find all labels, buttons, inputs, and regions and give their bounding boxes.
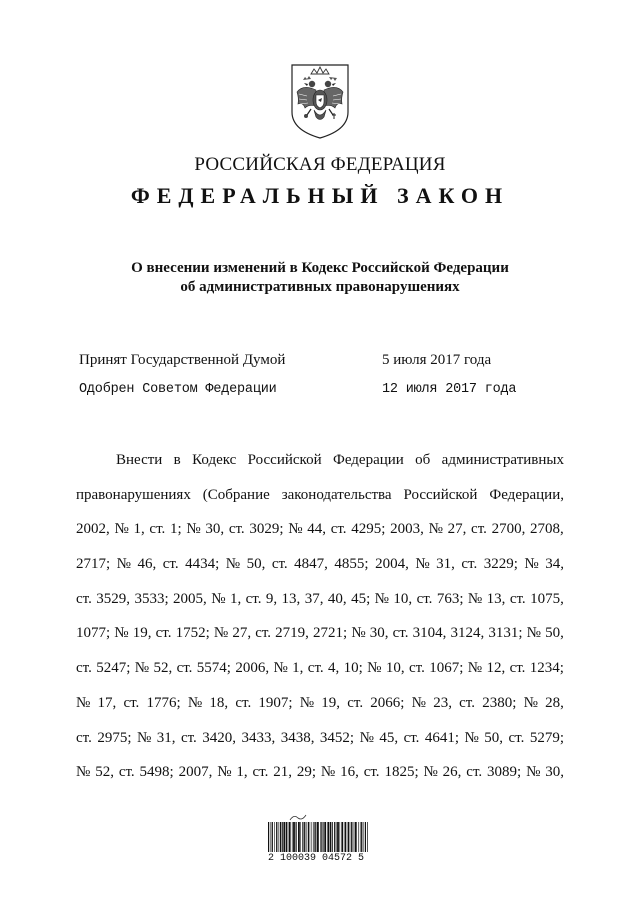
barcode-bar	[320, 822, 321, 852]
barcode-bar	[310, 822, 311, 852]
body-text-line: ст. 5247; № 52, ст. 5574; 2006, № 1, ст. 4, 10; № 10, ст. 1067; № 12, ст. 1234;	[76, 660, 564, 677]
barcode-bar	[348, 822, 350, 852]
barcode-bar	[312, 822, 313, 852]
barcode-bar	[351, 822, 352, 852]
barcode-bar	[306, 822, 307, 852]
barcode-bar	[296, 822, 297, 852]
barcode-bar	[302, 822, 303, 852]
barcode-bar	[288, 822, 289, 852]
body-text-line: 2002, № 1, ст. 1; № 30, ст. 3029; № 44, ст. 4295; 2003, № 27, ст. 2700, 2708,	[76, 521, 564, 538]
barcode-bar	[341, 822, 343, 852]
barcode-bar	[280, 822, 281, 852]
barcode	[268, 812, 378, 870]
barcode-bar	[308, 822, 309, 852]
law-subject	[100, 259, 540, 297]
law-subject-line: об административных правонарушениях	[180, 279, 460, 295]
barcode-bar	[315, 822, 316, 852]
barcode-bar	[327, 822, 329, 852]
barcode-bars	[268, 822, 368, 852]
barcode-bar	[323, 822, 324, 852]
duma-adoption-label: Принят Государственной Думой	[79, 352, 286, 368]
barcode-digits: 2 100039 04572 5	[268, 853, 365, 864]
barcode-bar	[292, 822, 293, 852]
country-title: РОССИЙСКАЯ ФЕДЕРАЦИЯ	[194, 154, 446, 175]
barcode-bar	[337, 822, 339, 852]
barcode-bar	[340, 822, 341, 852]
barcode-bar	[283, 822, 285, 852]
barcode-bar	[289, 822, 291, 852]
council-approval-date: 12 июля 2017 года	[382, 382, 517, 397]
law-subject-line: О внесении изменений в Кодекс Российской Федерации	[131, 260, 509, 276]
barcode-bar	[336, 822, 337, 852]
barcode-bar	[276, 822, 277, 852]
barcode-bar	[363, 822, 364, 852]
barcode-bar	[321, 822, 322, 852]
barcode-bar	[332, 822, 333, 852]
body-text-line: № 17, ст. 1776; № 18, ст. 1907; № 19, ст. 2066; № 23, ст. 2380; № 28,	[76, 694, 564, 711]
barcode-bar	[355, 822, 357, 852]
barcode-bar	[324, 822, 326, 852]
duma-adoption-date: 5 июля 2017 года	[382, 352, 492, 368]
barcode-bar	[293, 822, 295, 852]
barcode-bar	[330, 822, 331, 852]
barcode-bar	[298, 822, 300, 852]
barcode-bar	[282, 822, 283, 852]
law-type-title: ФЕДЕРАЛЬНЫЙ ЗАКОН	[130, 183, 510, 208]
council-approval-row	[79, 382, 559, 402]
barcode-bar	[274, 822, 275, 852]
barcode-bar	[268, 822, 269, 852]
barcode-bar	[353, 822, 354, 852]
barcode-bar	[361, 822, 362, 852]
barcode-bar	[360, 822, 361, 852]
body-text-line: ст. 2975; № 31, ст. 3420, 3433, 3438, 3452; № 45, ст. 4641; № 50, ст. 5279;	[76, 729, 564, 746]
barcode-bar	[345, 822, 347, 852]
body-text-line: № 52, ст. 5498; 2007, № 1, ст. 21, 29; № 16, ст. 1825; № 26, ст. 3089; № 30,	[76, 764, 564, 781]
barcode-bar	[334, 822, 335, 852]
barcode-bar	[313, 822, 314, 852]
barcode-bar	[304, 822, 305, 852]
barcode-bar	[317, 822, 319, 852]
barcode-bar	[367, 822, 368, 852]
barcode-bar	[278, 822, 279, 852]
coat-of-arms-icon	[289, 62, 351, 140]
body-text-line: правонарушениях (Собрание законодательства Российской Федерации,	[76, 486, 564, 503]
body-text-line: 1077; № 19, ст. 1752; № 27, ст. 2719, 2721; № 30, ст. 3104, 3124, 3131; № 50,	[76, 625, 564, 642]
barcode-bar	[272, 822, 273, 852]
body-text-line: 2717; № 46, ст. 4434; № 50, ст. 4847, 4855; 2004, № 31, ст. 3229; № 34,	[76, 556, 564, 573]
barcode-bar	[354, 822, 355, 852]
body-text-line: ст. 3529, 3533; 2005, № 1, ст. 9, 13, 37, 40, 45; № 10, ст. 763; № 13, ст. 1075,	[76, 590, 564, 607]
barcode-bar	[365, 822, 366, 852]
duma-adoption-row	[79, 352, 559, 372]
council-approval-label: Одобрен Советом Федерации	[79, 382, 277, 397]
barcode-bar	[358, 822, 359, 852]
law-body-text	[76, 452, 564, 799]
barcode-bar	[300, 822, 301, 852]
body-text-line: Внести в Кодекс Российской Федерации об административных	[116, 452, 564, 468]
barcode-mark-icon	[288, 812, 308, 822]
barcode-bar	[271, 822, 272, 852]
barcode-bar	[286, 822, 287, 852]
